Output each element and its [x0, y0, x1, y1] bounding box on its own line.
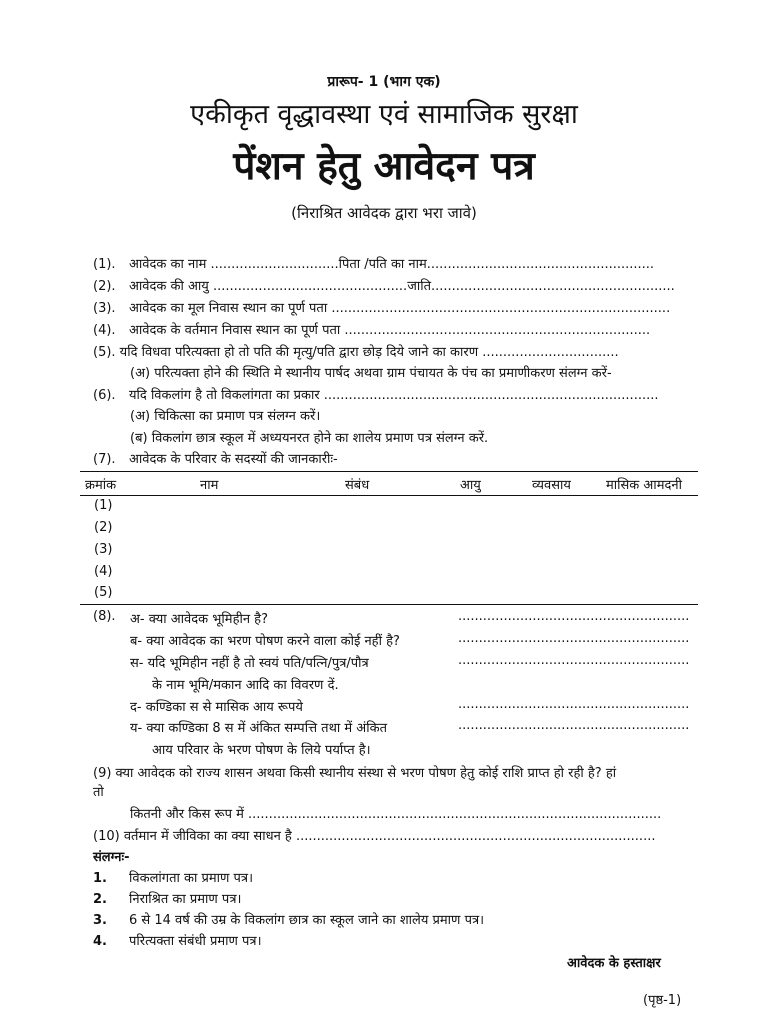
q8-answer-line: ........................................................ — [458, 631, 690, 646]
family-members-label: आवेदक के परिवार के सदस्यों की जानकारीः- — [129, 452, 338, 467]
q8-monthly-income-question: द- कण्डिका स से मासिक आय रूपये — [130, 700, 303, 715]
attachment-item — [93, 889, 241, 907]
q8-land-details-cont: के नाम भूमि/मकान आदि का विवरण दें. — [152, 678, 339, 693]
field-disability-type — [93, 386, 703, 406]
field-applicant-age — [93, 277, 703, 297]
field-widow-reason: (5). यदि विधवा परित्यक्ता हो तो पति की मृत्यु/पति द्वारा छोड़ दिये जाने का कारण ................................. — [93, 345, 619, 360]
form-code: प्रारूप- 1 (भाग एक) — [327, 74, 441, 90]
table-bottom-rule — [80, 604, 698, 605]
attachment-item — [93, 910, 484, 928]
field-number: (2). — [93, 279, 116, 294]
attachment-text: विकलांगता का प्रमाण पत्र। — [129, 871, 254, 886]
field-applicant-name — [93, 255, 703, 275]
table-header-relation: संबंध — [345, 478, 370, 493]
q10-livelihood: (10) वर्तमान में जीविका का क्या साधन है ....................................................................................... — [93, 829, 656, 844]
attachment-number: 1. — [93, 871, 107, 886]
field-school-certificate: (ब) विकलांग छात्र स्कूल में अध्ययनरत होने का शालेय प्रमाण पत्र संलग्न करें. — [130, 431, 489, 446]
q8-answer-line: ........................................................ — [458, 653, 690, 668]
table-header-rule — [80, 495, 698, 496]
permanent-address-label: आवेदक का मूल निवास स्थान का पूर्ण पता .................................................................................. — [129, 301, 671, 316]
field-permanent-address — [93, 299, 703, 319]
q8-sufficiency-cont: आय परिवार के भरण पोषण के लिये पर्याप्त है। — [152, 743, 371, 758]
main-title: एकीकृत वृद्धावस्था एवं सामाजिक सुरक्षा — [190, 99, 578, 130]
field-number: (7). — [93, 452, 116, 467]
q8-number: (8). — [93, 609, 116, 624]
table-row: (1) — [94, 498, 113, 513]
field-number: (6). — [93, 388, 116, 403]
attachment-text: निराश्रित का प्रमाण पत्र। — [129, 892, 242, 907]
table-row: (5) — [94, 585, 113, 600]
table-row: (2) — [94, 520, 113, 535]
applicant-signature-label: आवेदक के हस्ताक्षर — [567, 956, 661, 971]
attachment-number: 4. — [93, 934, 107, 949]
q9-amount-form: कितनी और किस रूप में .................................................................................................... — [130, 807, 662, 822]
attachment-text: परित्यक्ता संबंधी प्रमाण पत्र। — [129, 934, 262, 949]
attachment-text: 6 से 14 वर्ष की उम्र के विकलांग छात्र का स्कूल जाने का शालेय प्रमाण पत्र। — [129, 913, 485, 928]
field-number: (4). — [93, 323, 116, 338]
attachment-item — [93, 868, 253, 886]
q8-answer-line: ........................................................ — [458, 718, 690, 733]
caste-label: जाति........................................................... — [407, 279, 675, 294]
applicant-age-label: आवेदक की आयु ............................................... — [129, 279, 408, 294]
field-current-address — [93, 321, 703, 341]
attachment-number: 2. — [93, 892, 107, 907]
table-header-name: नाम — [200, 478, 219, 493]
q8-landless-question: अ- क्या आवेदक भूमिहीन है? — [130, 612, 268, 627]
q9-question-cont: तो — [93, 785, 104, 800]
table-header-occupation: व्यवसाय — [532, 478, 571, 493]
field-number: (1). — [93, 257, 116, 272]
q8-answer-line: ........................................................ — [458, 697, 690, 712]
table-row: (4) — [94, 564, 113, 579]
applicant-name-label: आवेदक का नाम ............................... — [129, 257, 339, 272]
attachments-heading: संलग्नः- — [93, 850, 130, 865]
filled-by-note: (निराश्रित आवेदक द्वारा भरा जावे) — [291, 204, 477, 222]
attachment-item — [93, 931, 262, 949]
attachment-number: 3. — [93, 913, 107, 928]
field-number: (3). — [93, 301, 116, 316]
table-header-serial: क्रमांक — [85, 478, 117, 493]
table-header-age: आयु — [460, 478, 481, 493]
field-family-members — [93, 450, 703, 470]
q8-land-details-question: स- यदि भूमिहीन नहीं है तो स्वयं पति/पत्नि/पुत्र/पौत्र — [130, 656, 369, 671]
disability-type-label: यदि विकलांग है तो विकलांगता का प्रकार ................................................................................. — [129, 388, 659, 403]
table-top-rule — [80, 471, 698, 472]
field-medical-certificate: (अ) चिकित्सा का प्रमाण पत्र संलग्न करें। — [130, 409, 321, 424]
q9-question: (9) क्या आवेदक को राज्य शासन अथवा किसी स्थानीय संस्था से भरण पोषण हेतु कोई राशि प्राप्त हो रही है? हां — [93, 766, 617, 781]
father-husband-name-label: पिता /पति का नाम....................................................... — [338, 257, 655, 272]
field-widow-certification: (अ) परित्यक्ता होने की स्थिति मे स्थानीय पार्षद अथवा ग्राम पंचायत के पंच का प्रमाणीकरण संलग्न करें- — [130, 366, 612, 381]
current-address-label: आवेदक के वर्तमान निवास स्थान का पूर्ण पता .......................................................................... — [129, 323, 651, 338]
table-row: (3) — [94, 542, 113, 557]
sub-title: पेंशन हेतु आवेदन पत्र — [233, 143, 535, 189]
q8-answer-line: ........................................................ — [458, 609, 690, 624]
q8-no-support-question: ब- क्या आवेदक का भरण पोषण करने वाला कोई नहीं है? — [130, 634, 400, 649]
page-number: (पृष्ठ-1) — [643, 993, 682, 1008]
table-header-monthly-income: मासिक आमदनी — [606, 478, 682, 493]
q8-sufficiency-question: य- क्या कण्डिका 8 स में अंकित सम्पत्ति तथा में अंकित — [130, 721, 387, 736]
